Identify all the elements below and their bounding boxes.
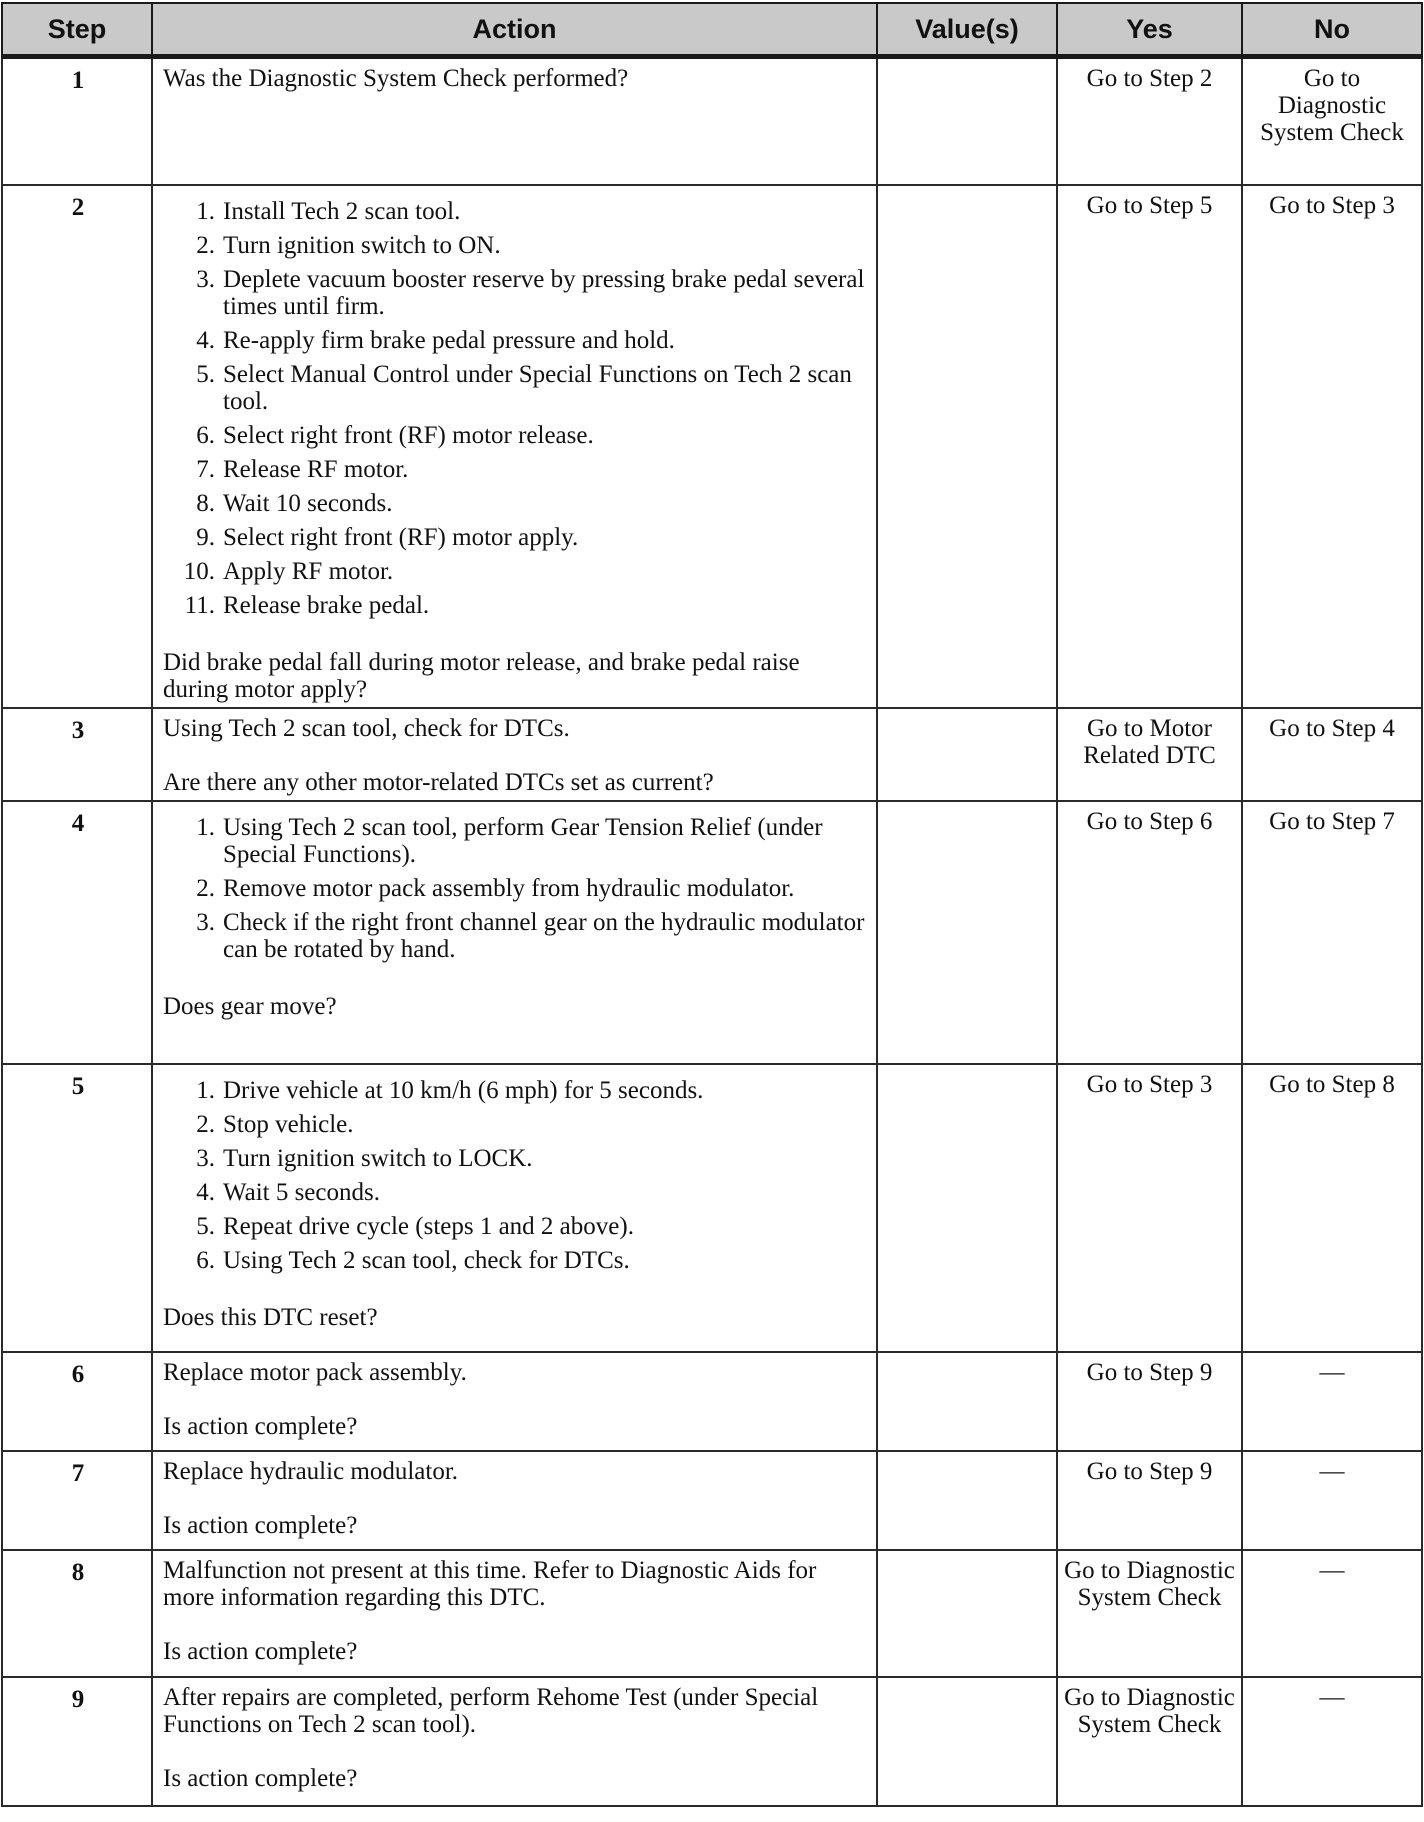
action-step [163,1213,868,1240]
yes-cell [1057,1451,1242,1550]
action-step [163,232,868,259]
yes-cell [1057,1550,1242,1677]
action-cell [152,1550,877,1677]
action-question: Does this DTC reset? [163,1303,378,1331]
action-step [163,558,868,585]
no-cell [1242,1064,1422,1352]
action-step-text: Wait 5 seconds. [223,1178,380,1206]
action-step-number: 8. [196,489,215,517]
action-step-text: Turn ignition switch to LOCK. [223,1144,533,1172]
action-step-number: 5. [196,360,215,388]
action-step [163,422,868,449]
action-step-number: 1. [196,813,215,841]
yes-cell [1057,57,1242,185]
no-result: Go to Diagnostic System Check [1260,65,1404,146]
values-cell [877,1352,1057,1451]
action-step-number: 4. [196,1178,215,1206]
action-step [163,1247,868,1274]
action-step [163,361,868,415]
no-result: — [1319,1358,1345,1386]
no-cell [1242,185,1422,708]
action-step-text: Install Tech 2 scan tool. [223,197,461,225]
action-step-text: Select Manual Control under Special Functions on Tech 2 scan tool. [223,360,852,415]
action-step-text: Using Tech 2 scan tool, perform Gear Tension Relief (under Special Functions). [223,813,823,868]
action-step [163,266,868,320]
step-number: 6 [2,1352,152,1451]
values-cell [877,1064,1057,1352]
values-cell [877,801,1057,1064]
step-number: 9 [2,1677,152,1806]
no-cell [1242,57,1422,185]
action-step-text: Using Tech 2 scan tool, check for DTCs. [223,1246,630,1274]
action-step-number: 9. [196,523,215,551]
action-step-text: Drive vehicle at 10 km/h (6 mph) for 5 seconds. [223,1076,704,1104]
values-cell [877,708,1057,801]
action-step [163,592,868,619]
no-result: — [1319,1683,1345,1711]
yes-cell [1057,1677,1242,1806]
values-cell [877,1550,1057,1677]
header-action: Action [152,3,877,57]
no-result: Go to Step 4 [1269,714,1395,742]
values-cell [877,1677,1057,1806]
yes-cell [1057,801,1242,1064]
table-row [2,1064,1422,1352]
yes-result: Go to Step 2 [1086,65,1213,92]
header-values: Value(s) [877,3,1057,57]
no-cell [1242,1677,1422,1806]
action-step-text: Select right front (RF) motor apply. [223,523,579,551]
no-result: Go to Step 8 [1269,1070,1395,1098]
step-number: 1 [2,57,152,185]
yes-result: Go to Step 5 [1086,191,1213,219]
action-question: Did brake pedal fall during motor release, and brake pedal raise during motor apply? [163,648,800,703]
action-intro: Replace motor pack assembly. [163,1358,467,1386]
action-intro: After repairs are completed, perform Rehome Test (under Special Functions on Tech 2 scan tool). [163,1683,819,1738]
yes-result: Go to Diagnostic System Check [1064,1556,1235,1611]
action-question: Does gear move? [163,992,337,1020]
yes-result: Go to Step 9 [1086,1457,1213,1485]
action-step-text: Remove motor pack assembly from hydraulic modulator. [223,874,795,902]
action-intro: Malfunction not present at this time. Refer to Diagnostic Aids for more information regarding this DTC. [163,1556,817,1611]
table-row [2,57,1422,185]
step-number: 3 [2,708,152,801]
table-row [2,1677,1422,1806]
yes-result: Go to Diagnostic System Check [1064,1683,1235,1738]
action-step-number: 1. [196,1076,215,1104]
action-step-number: 1. [196,197,215,225]
action-step [163,909,868,963]
action-question: Is action complete? [163,1511,358,1539]
step-number: 4 [2,801,152,1064]
values-cell [877,1451,1057,1550]
action-step [163,1077,868,1104]
action-question: Are there any other motor-related DTCs set as current? [163,768,714,796]
header-step: Step [2,3,152,57]
yes-result: Go to Step 3 [1086,1070,1213,1098]
no-cell [1242,801,1422,1064]
action-step [163,1111,868,1138]
table-body [2,57,1422,1806]
no-result: — [1319,1457,1345,1485]
action-step-number: 3. [196,1144,215,1172]
action-step-text: Stop vehicle. [223,1110,354,1138]
table-row [2,1352,1422,1451]
action-step-number: 7. [196,455,215,483]
yes-cell [1057,1352,1242,1451]
action-intro: Replace hydraulic modulator. [163,1457,459,1485]
action-step [163,198,868,225]
action-step-text: Turn ignition switch to ON. [223,231,501,259]
action-step-number: 6. [196,421,215,449]
values-cell [877,57,1057,185]
table-row [2,708,1422,801]
table-row [2,801,1422,1064]
action-step-list [163,814,868,963]
action-intro: Was the Diagnostic System Check performed? [163,65,629,92]
action-step [163,524,868,551]
action-step-text: Check if the right front channel gear on the hydraulic modulator can be rotated by hand. [223,908,865,963]
action-step-text: Re-apply firm brake pedal pressure and hold. [223,326,675,354]
action-step [163,456,868,483]
action-step-list [163,198,868,619]
action-step-number: 11. [184,591,215,619]
yes-cell [1057,1064,1242,1352]
no-result: Go to Step 7 [1269,807,1395,835]
no-cell [1242,708,1422,801]
yes-result: Go to Step 6 [1086,807,1213,835]
action-step-number: 3. [196,265,215,293]
yes-result: Go to Step 9 [1086,1358,1213,1386]
action-cell [152,185,877,708]
table-row [2,1451,1422,1550]
action-step-number: 5. [196,1212,215,1240]
action-step-text: Select right front (RF) motor release. [223,421,594,449]
action-cell [152,801,877,1064]
step-number: 5 [2,1064,152,1352]
no-cell [1242,1550,1422,1677]
action-question: Is action complete? [163,1412,358,1440]
no-result: — [1319,1556,1345,1584]
header-yes: Yes [1057,3,1242,57]
action-cell [152,708,877,801]
step-number: 7 [2,1451,152,1550]
header-no: No [1242,3,1422,57]
action-step-list [163,1077,868,1274]
action-step-number: 3. [196,908,215,936]
action-step-number: 10. [183,557,215,585]
table-row [2,185,1422,708]
action-step [163,490,868,517]
action-step-number: 4. [196,326,215,354]
action-step [163,1179,868,1206]
step-number: 8 [2,1550,152,1677]
yes-result: Go to Motor Related DTC [1083,714,1216,769]
table-row [2,1550,1422,1677]
action-question: Is action complete? [163,1764,358,1792]
action-cell [152,1352,877,1451]
action-intro: Using Tech 2 scan tool, check for DTCs. [163,714,570,742]
yes-cell [1057,185,1242,708]
header-row [2,3,1422,57]
step-number: 2 [2,185,152,708]
action-step [163,814,868,868]
yes-cell [1057,708,1242,801]
action-step-number: 2. [196,874,215,902]
values-cell [877,185,1057,708]
action-step-text: Release RF motor. [223,455,409,483]
action-step-number: 2. [196,1110,215,1138]
action-question: Is action complete? [163,1637,358,1665]
action-step-text: Release brake pedal. [223,591,430,619]
action-step-text: Wait 10 seconds. [223,489,393,517]
action-step-number: 2. [196,231,215,259]
no-result: Go to Step 3 [1269,191,1395,219]
action-step-text: Apply RF motor. [223,557,394,585]
action-cell [152,57,877,185]
no-cell [1242,1352,1422,1451]
action-step-text: Repeat drive cycle (steps 1 and 2 above). [223,1212,634,1240]
diagnostic-table [1,2,1423,1807]
action-cell [152,1451,877,1550]
action-step [163,1145,868,1172]
no-cell [1242,1451,1422,1550]
action-step [163,327,868,354]
action-step-number: 6. [196,1246,215,1274]
action-cell [152,1064,877,1352]
action-step [163,875,868,902]
action-step-text: Deplete vacuum booster reserve by pressing brake pedal several times until firm. [223,265,865,320]
action-cell [152,1677,877,1806]
